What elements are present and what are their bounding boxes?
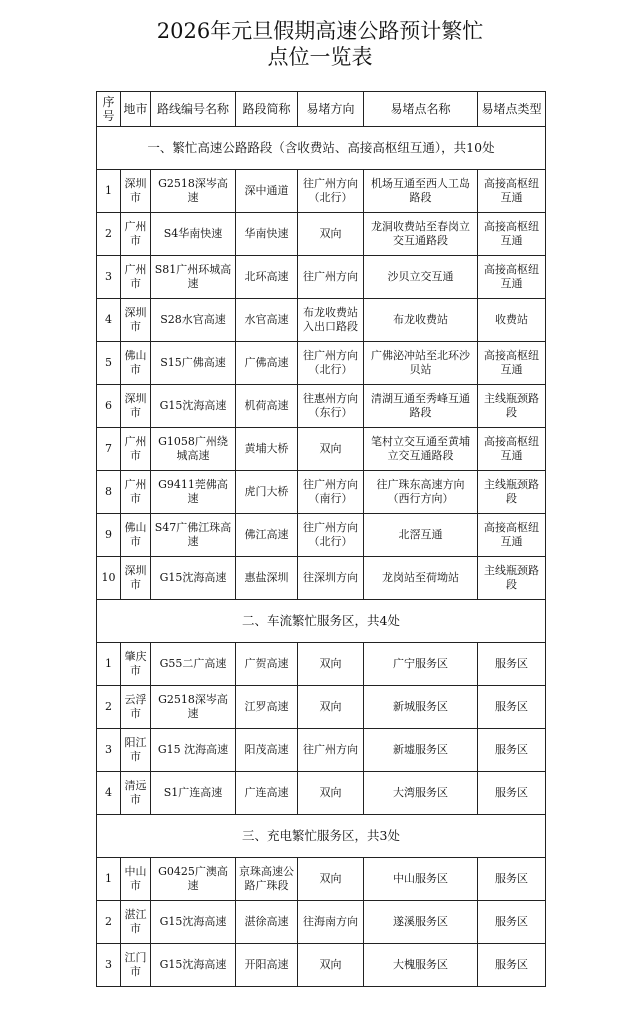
cell-no: 6 bbox=[97, 385, 121, 428]
cell-type: 服务区 bbox=[478, 901, 546, 944]
cell-city: 深圳市 bbox=[121, 170, 151, 213]
section-row bbox=[97, 815, 546, 858]
cell-type: 高接高枢纽互通 bbox=[478, 514, 546, 557]
cell-point: 沙贝立交互通 bbox=[364, 256, 478, 299]
cell-route: S47广佛江珠高速 bbox=[151, 514, 236, 557]
cell-city: 江门市 bbox=[121, 944, 151, 987]
cell-no: 9 bbox=[97, 514, 121, 557]
cell-no: 8 bbox=[97, 471, 121, 514]
cell-type: 高接高枢纽互通 bbox=[478, 170, 546, 213]
cell-type: 服务区 bbox=[478, 858, 546, 901]
cell-city: 广州市 bbox=[121, 213, 151, 256]
cell-segment: 水官高速 bbox=[236, 299, 298, 342]
table-row bbox=[97, 772, 546, 815]
cell-route: G15沈海高速 bbox=[151, 901, 236, 944]
cell-type: 主线瓶颈路段 bbox=[478, 557, 546, 600]
cell-segment: 广贺高速 bbox=[236, 643, 298, 686]
cell-type: 服务区 bbox=[478, 643, 546, 686]
table-row bbox=[97, 299, 546, 342]
cell-route: G2518深岑高速 bbox=[151, 686, 236, 729]
cell-direction: 双向 bbox=[298, 858, 364, 901]
cell-direction: 双向 bbox=[298, 213, 364, 256]
section-label: 一、繁忙高速公路路段（含收费站、高接高枢纽互通），共10处 bbox=[97, 127, 546, 170]
table-row bbox=[97, 170, 546, 213]
cell-no: 1 bbox=[97, 643, 121, 686]
cell-type: 服务区 bbox=[478, 772, 546, 815]
cell-point: 清湖互通至秀峰互通路段 bbox=[364, 385, 478, 428]
cell-type: 高接高枢纽互通 bbox=[478, 428, 546, 471]
page-title bbox=[0, 18, 640, 70]
section-row bbox=[97, 127, 546, 170]
cell-segment: 开阳高速 bbox=[236, 944, 298, 987]
cell-no: 1 bbox=[97, 170, 121, 213]
cell-route: S4华南快速 bbox=[151, 213, 236, 256]
table-row bbox=[97, 557, 546, 600]
cell-direction: 往广州方向（北行） bbox=[298, 514, 364, 557]
cell-city: 中山市 bbox=[121, 858, 151, 901]
section-label: 二、车流繁忙服务区，共4处 bbox=[97, 600, 546, 643]
cell-direction: 往广州方向（南行） bbox=[298, 471, 364, 514]
header-no: 序号 bbox=[97, 92, 121, 127]
title-line-2: 点位一览表 bbox=[267, 45, 373, 69]
cell-route: S81广州环城高速 bbox=[151, 256, 236, 299]
cell-direction: 双向 bbox=[298, 643, 364, 686]
title-line-1: 2026年元旦假期高速公路预计繁忙 bbox=[156, 19, 484, 43]
cell-point: 机场互通至西人工岛路段 bbox=[364, 170, 478, 213]
header-route: 路线编号名称 bbox=[151, 92, 236, 127]
table-row bbox=[97, 944, 546, 987]
cell-type: 收费站 bbox=[478, 299, 546, 342]
cell-route: G15 沈海高速 bbox=[151, 729, 236, 772]
cell-route: S1广连高速 bbox=[151, 772, 236, 815]
cell-no: 5 bbox=[97, 342, 121, 385]
cell-direction: 往广州方向 bbox=[298, 729, 364, 772]
cell-city: 湛江市 bbox=[121, 901, 151, 944]
cell-segment: 黄埔大桥 bbox=[236, 428, 298, 471]
cell-segment: 惠盐深圳 bbox=[236, 557, 298, 600]
cell-route: G0425广澳高速 bbox=[151, 858, 236, 901]
cell-point: 布龙收费站 bbox=[364, 299, 478, 342]
table-row bbox=[97, 213, 546, 256]
cell-city: 广州市 bbox=[121, 471, 151, 514]
cell-point: 龙洞收费站至春岗立交互通路段 bbox=[364, 213, 478, 256]
table-row bbox=[97, 729, 546, 772]
cell-city: 云浮市 bbox=[121, 686, 151, 729]
cell-no: 2 bbox=[97, 213, 121, 256]
cell-no: 1 bbox=[97, 858, 121, 901]
cell-segment: 广佛高速 bbox=[236, 342, 298, 385]
cell-segment: 华南快速 bbox=[236, 213, 298, 256]
cell-segment: 佛江高速 bbox=[236, 514, 298, 557]
cell-segment: 京珠高速公路广珠段 bbox=[236, 858, 298, 901]
table-row bbox=[97, 256, 546, 299]
cell-segment: 江罗高速 bbox=[236, 686, 298, 729]
cell-route: G15沈海高速 bbox=[151, 385, 236, 428]
cell-direction: 双向 bbox=[298, 428, 364, 471]
cell-city: 广州市 bbox=[121, 256, 151, 299]
cell-point: 笔村立交互通至黄埔立交互通路段 bbox=[364, 428, 478, 471]
section-label: 三、充电繁忙服务区，共3处 bbox=[97, 815, 546, 858]
cell-route: G15沈海高速 bbox=[151, 944, 236, 987]
cell-city: 佛山市 bbox=[121, 342, 151, 385]
table-row bbox=[97, 858, 546, 901]
header-segment: 路段简称 bbox=[236, 92, 298, 127]
cell-route: G55二广高速 bbox=[151, 643, 236, 686]
cell-direction: 双向 bbox=[298, 686, 364, 729]
cell-segment: 广连高速 bbox=[236, 772, 298, 815]
cell-route: G1058广州绕城高速 bbox=[151, 428, 236, 471]
cell-segment: 北环高速 bbox=[236, 256, 298, 299]
cell-segment: 虎门大桥 bbox=[236, 471, 298, 514]
cell-direction: 往深圳方向 bbox=[298, 557, 364, 600]
table-row bbox=[97, 686, 546, 729]
cell-point: 大槐服务区 bbox=[364, 944, 478, 987]
cell-segment: 机荷高速 bbox=[236, 385, 298, 428]
cell-direction: 双向 bbox=[298, 944, 364, 987]
cell-point: 遂溪服务区 bbox=[364, 901, 478, 944]
cell-type: 高接高枢纽互通 bbox=[478, 342, 546, 385]
cell-point: 大湾服务区 bbox=[364, 772, 478, 815]
cell-type: 高接高枢纽互通 bbox=[478, 213, 546, 256]
cell-no: 3 bbox=[97, 729, 121, 772]
cell-city: 阳江市 bbox=[121, 729, 151, 772]
cell-direction: 往惠州方向（东行） bbox=[298, 385, 364, 428]
cell-no: 2 bbox=[97, 686, 121, 729]
cell-direction: 双向 bbox=[298, 772, 364, 815]
table-row bbox=[97, 385, 546, 428]
table-row bbox=[97, 514, 546, 557]
cell-route: G9411莞佛高速 bbox=[151, 471, 236, 514]
table-row bbox=[97, 342, 546, 385]
cell-no: 10 bbox=[97, 557, 121, 600]
cell-city: 深圳市 bbox=[121, 385, 151, 428]
cell-city: 广州市 bbox=[121, 428, 151, 471]
cell-route: G15沈海高速 bbox=[151, 557, 236, 600]
cell-direction: 往海南方向 bbox=[298, 901, 364, 944]
cell-segment: 深中通道 bbox=[236, 170, 298, 213]
cell-city: 佛山市 bbox=[121, 514, 151, 557]
cell-direction: 往广州方向 bbox=[298, 256, 364, 299]
cell-route: S15广佛高速 bbox=[151, 342, 236, 385]
cell-point: 往广珠东高速方向（西行方向） bbox=[364, 471, 478, 514]
section-row bbox=[97, 600, 546, 643]
cell-point: 新城服务区 bbox=[364, 686, 478, 729]
cell-type: 高接高枢纽互通 bbox=[478, 256, 546, 299]
cell-point: 北滘互通 bbox=[364, 514, 478, 557]
table-row bbox=[97, 471, 546, 514]
cell-no: 2 bbox=[97, 901, 121, 944]
cell-route: S28水官高速 bbox=[151, 299, 236, 342]
cell-point: 广佛泌冲站至北环沙贝站 bbox=[364, 342, 478, 385]
cell-city: 肇庆市 bbox=[121, 643, 151, 686]
cell-type: 主线瓶颈路段 bbox=[478, 385, 546, 428]
table-row bbox=[97, 901, 546, 944]
cell-direction: 往广州方向（北行） bbox=[298, 170, 364, 213]
cell-point: 中山服务区 bbox=[364, 858, 478, 901]
header-row bbox=[97, 92, 546, 127]
cell-no: 4 bbox=[97, 772, 121, 815]
cell-no: 4 bbox=[97, 299, 121, 342]
cell-segment: 湛徐高速 bbox=[236, 901, 298, 944]
cell-no: 3 bbox=[97, 256, 121, 299]
cell-type: 服务区 bbox=[478, 944, 546, 987]
cell-type: 主线瓶颈路段 bbox=[478, 471, 546, 514]
cell-city: 清远市 bbox=[121, 772, 151, 815]
cell-point: 新墟服务区 bbox=[364, 729, 478, 772]
congestion-table bbox=[96, 91, 546, 987]
header-point: 易堵点名称 bbox=[364, 92, 478, 127]
cell-route: G2518深岑高速 bbox=[151, 170, 236, 213]
cell-point: 龙岗站至荷坳站 bbox=[364, 557, 478, 600]
cell-type: 服务区 bbox=[478, 729, 546, 772]
cell-no: 3 bbox=[97, 944, 121, 987]
header-city: 地市 bbox=[121, 92, 151, 127]
cell-direction: 往广州方向（北行） bbox=[298, 342, 364, 385]
header-type: 易堵点类型 bbox=[478, 92, 546, 127]
cell-direction: 布龙收费站入出口路段 bbox=[298, 299, 364, 342]
cell-no: 7 bbox=[97, 428, 121, 471]
cell-type: 服务区 bbox=[478, 686, 546, 729]
table-row bbox=[97, 643, 546, 686]
cell-segment: 阳茂高速 bbox=[236, 729, 298, 772]
header-direction: 易堵方向 bbox=[298, 92, 364, 127]
cell-point: 广宁服务区 bbox=[364, 643, 478, 686]
table-row bbox=[97, 428, 546, 471]
cell-city: 深圳市 bbox=[121, 299, 151, 342]
cell-city: 深圳市 bbox=[121, 557, 151, 600]
